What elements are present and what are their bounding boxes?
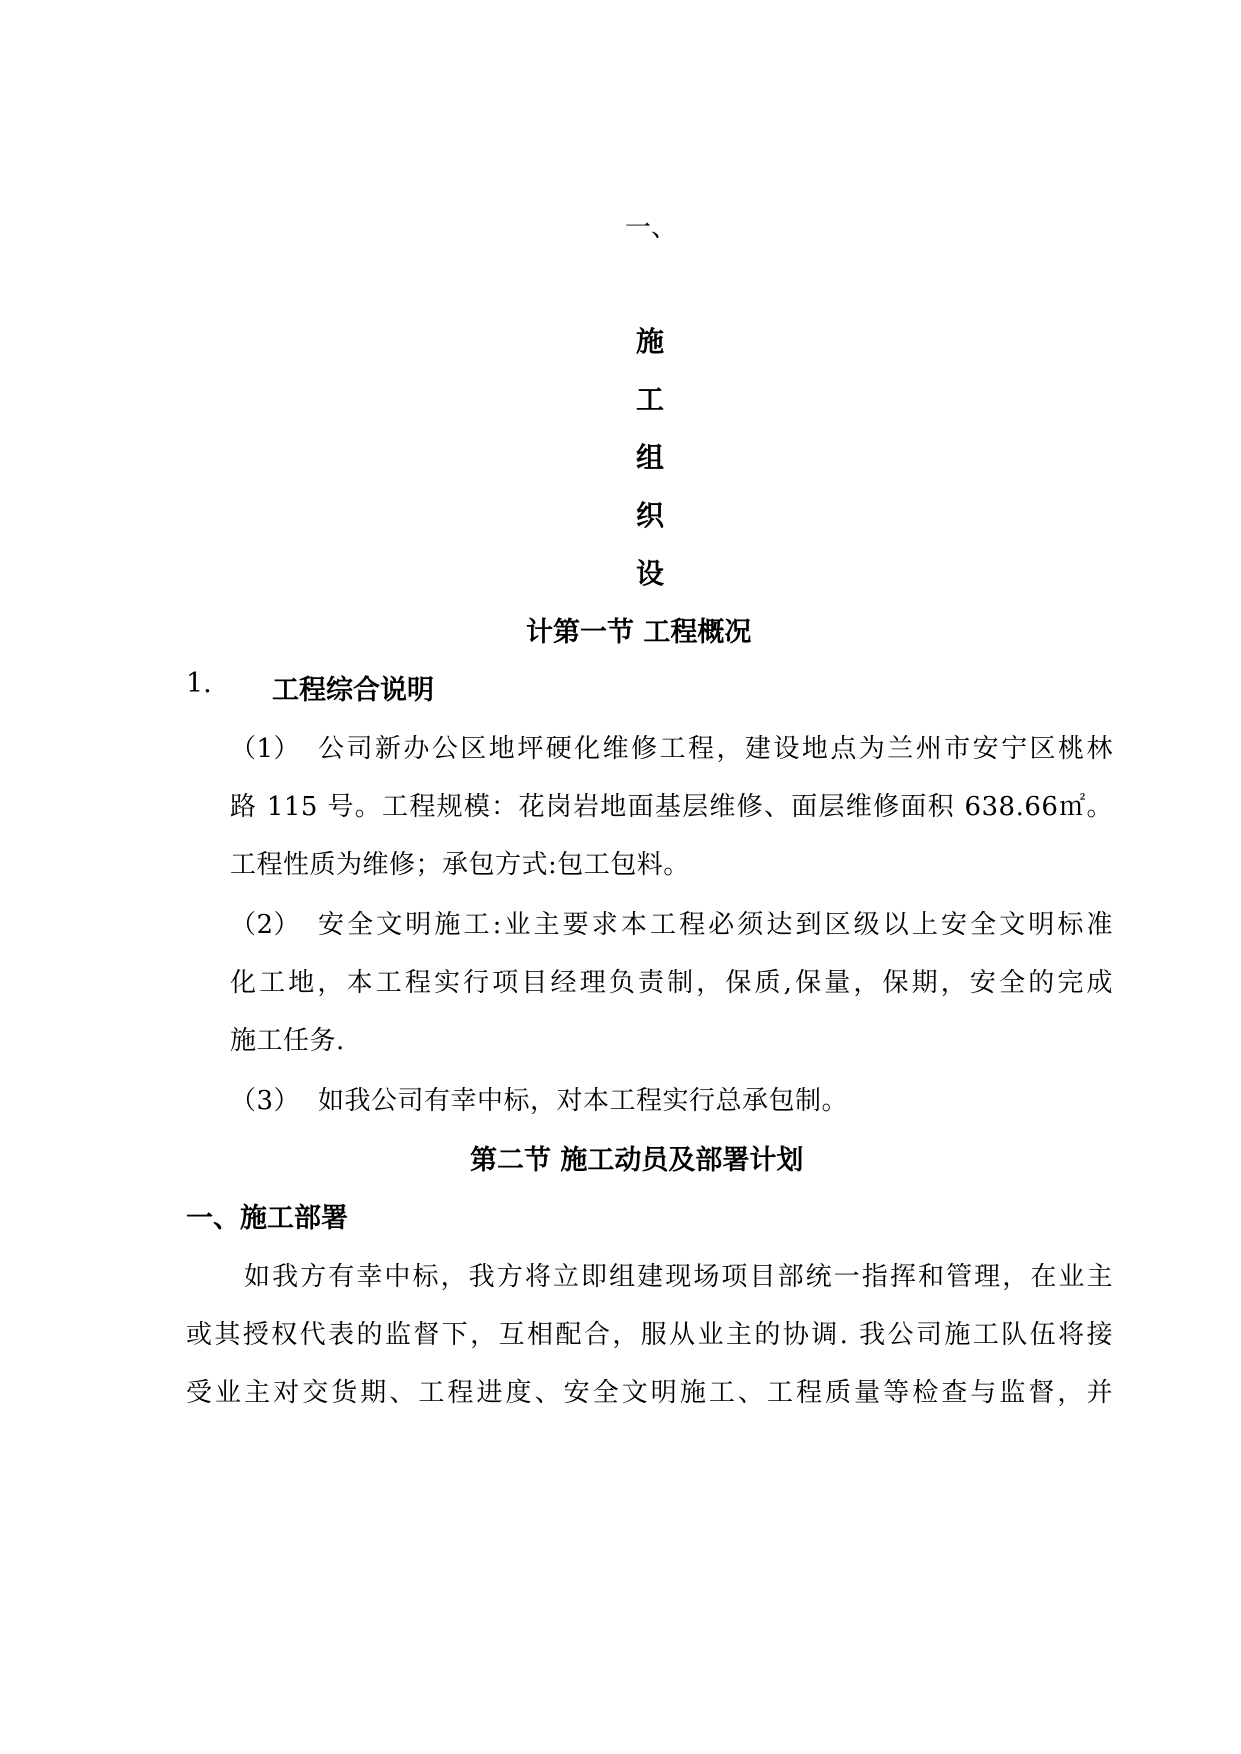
title-char-2: 工	[635, 383, 664, 416]
section-2-heading: 第二节 施工动员及部署计划	[470, 1145, 804, 1176]
para-4-line-2: 或其授权代表的监督下，互相配合，服从业主的协调. 我公司施工队伍将接	[186, 1320, 1113, 1350]
para-2-line-2: 化工地，本工程实行项目经理负责制，保质,保量，保期，安全的完成	[230, 968, 1113, 998]
para-3-line-1: 如我公司有幸中标，对本工程实行总承包制。	[318, 1086, 849, 1116]
para-1-line-2: 路 115 号。工程规模：花岗岩地面基层维修、面层维修面积 638.66㎡。	[230, 792, 1113, 822]
para-4-line-1: 如我方有幸中标，我方将立即组建现场项目部统一指挥和管理，在业主	[244, 1262, 1113, 1292]
title-char-3: 组	[635, 441, 664, 474]
para-2-marker: （2）	[230, 910, 301, 940]
para-1-line-3: 工程性质为维修；承包方式:包工包料。	[230, 850, 690, 880]
title-char-4: 织	[635, 499, 664, 532]
item-1-label: 工程综合说明	[272, 675, 434, 706]
top-marker: 一、	[625, 213, 678, 243]
title-char-1: 施	[635, 325, 664, 358]
para-2-line-3: 施工任务.	[230, 1026, 345, 1056]
para-2-line-1: 安全文明施工:业主要求本工程必须达到区级以上安全文明标准	[318, 910, 1113, 940]
title-char-5: 设	[635, 557, 664, 590]
para-4-line-3: 受业主对交货期、工程进度、安全文明施工、工程质量等检查与监督，并	[186, 1378, 1113, 1408]
para-1-marker: （1）	[230, 734, 301, 764]
section-1-heading: 计第一节 工程概况	[526, 617, 752, 648]
para-1-line-1: 公司新办公区地坪硬化维修工程，建设地点为兰州市安宁区桃林	[318, 734, 1113, 764]
sub-heading: 一、施工部署	[186, 1203, 348, 1234]
para-3-marker: （3）	[230, 1086, 301, 1116]
item-1-number: 1.	[186, 668, 212, 699]
